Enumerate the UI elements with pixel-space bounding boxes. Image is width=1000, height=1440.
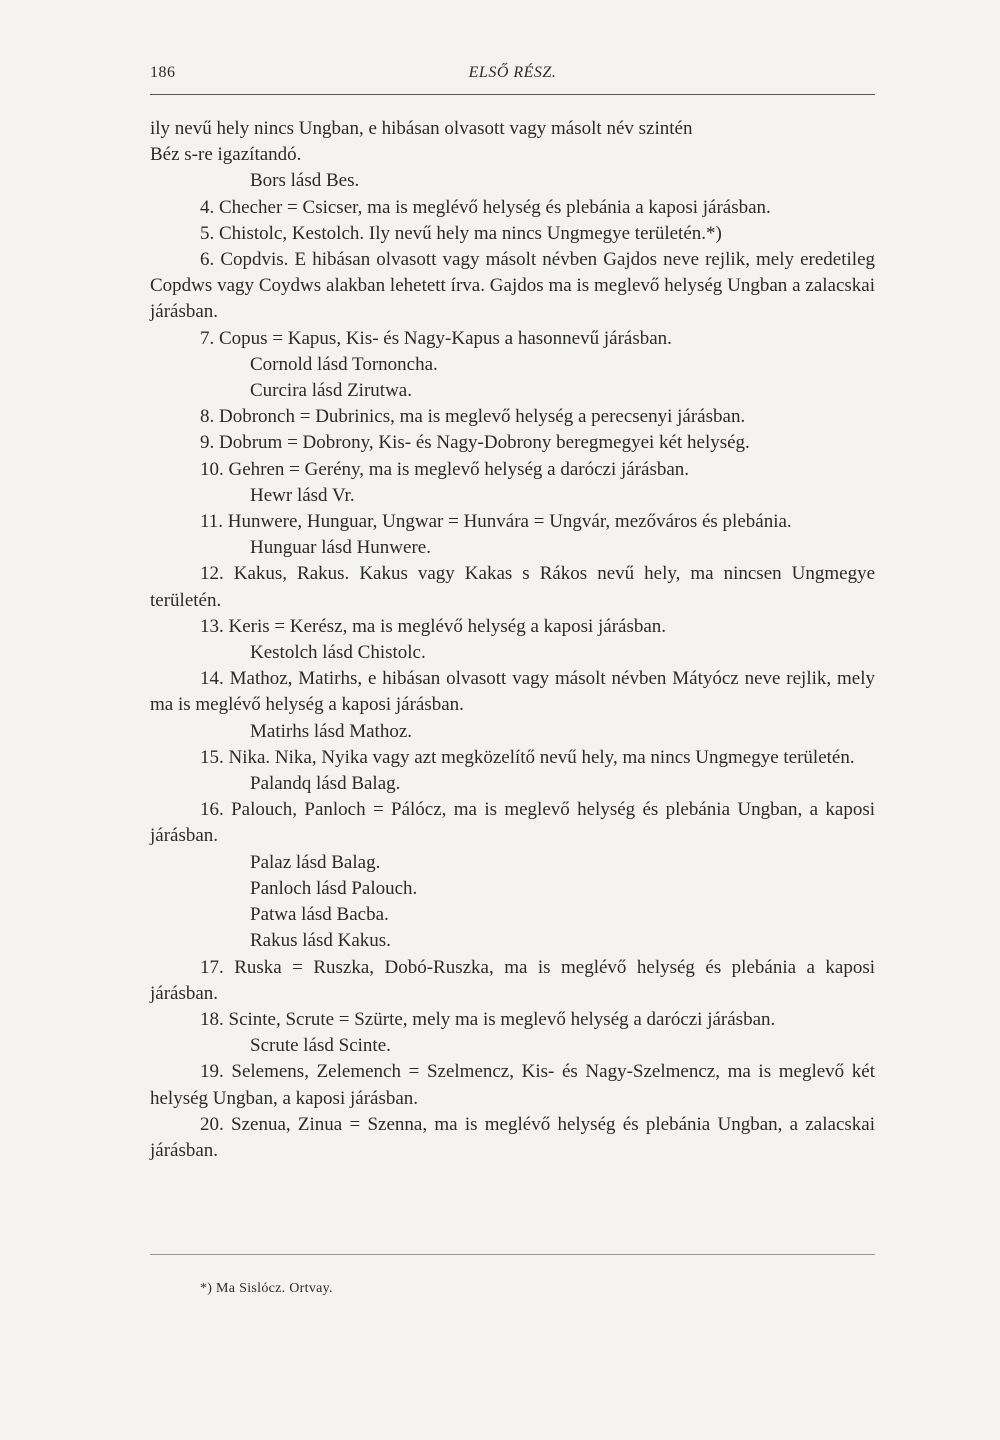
entry-14: 14. Mathoz, Matirhs, e hibásan olvasott vagy másolt névben Mátyócz neve rejlik, mely ma is meglévő helység a kaposi járásban.: [150, 668, 875, 716]
footnote-rule: [150, 1254, 875, 1255]
cross-reference: Bors lásd Bes.: [250, 170, 360, 192]
cross-reference: Patwa lásd Bacba.: [250, 904, 389, 926]
footnote: *) Ma Sislócz. Ortvay.: [200, 1281, 333, 1296]
header-rule: [150, 94, 875, 95]
entry-5: 5. Chistolc, Kestolch. Ily nevű hely ma nincs Ungmegye területén.*): [200, 222, 722, 244]
cross-reference: Kestolch lásd Chistolc.: [250, 642, 426, 664]
cross-reference: Matirhs lásd Mathoz.: [250, 720, 413, 742]
cross-reference: Hewr lásd Vr.: [250, 484, 355, 506]
entry-4: 4. Checher = Csicser, ma is meglévő helység és plebánia a kaposi járásban.: [200, 196, 771, 218]
entry-12: 12. Kakus, Rakus. Kakus vagy Kakas s Rákos nevű hely, ma nincsen Ungmegye területén.: [150, 563, 875, 611]
cross-reference: Rakus lásd Kakus.: [250, 930, 391, 952]
main-text: [150, 116, 875, 1164]
entry-15: 15. Nika. Nika, Nyika vagy azt megközelítő nevű hely, ma nincs Ungmegye területén.: [200, 746, 855, 768]
cross-reference: Cornold lásd Tornoncha.: [250, 353, 438, 375]
cross-reference: Palaz lásd Balag.: [250, 851, 381, 873]
entry-20: 20. Szenua, Zinua = Szenna, ma is meglévő helység és plebánia Ungban, a zalacskai járásban.: [150, 1113, 875, 1161]
entry-19: 19. Selemens, Zelemench = Szelmencz, Kis- és Nagy-Szelmencz, ma is meglevő két helység Ungban, a kaposi járásban.: [150, 1061, 875, 1109]
page-number: 186: [150, 64, 176, 81]
cross-reference: Palandq lásd Balag.: [250, 773, 401, 795]
cross-reference: Panloch lásd Palouch.: [250, 877, 418, 899]
page-header: [150, 64, 875, 92]
entry-6: 6. Copdvis. E hibásan olvasott vagy másolt névben Gajdos neve rejlik, mely eredetileg Copdws vagy Coydws alakban lehetett írva. Gajdos ma is meglevő helység Ungban a zalacskai járásban.: [150, 249, 875, 323]
cross-reference: Hunguar lásd Hunwere.: [250, 537, 431, 559]
entry-16: 16. Palouch, Panloch = Pálócz, ma is meglevő helység és plebánia Ungban, a kaposi járásban.: [150, 799, 875, 847]
paragraph: ily nevű hely nincs Ungban, e hibásan olvasott vagy másolt név szintén: [150, 118, 693, 139]
entry-8: 8. Dobronch = Dubrinics, ma is meglevő helység a perecsenyi járásban.: [200, 406, 746, 428]
cross-reference: Scrute lásd Scinte.: [250, 1035, 391, 1057]
entry-11: 11. Hunwere, Hunguar, Ungwar = Hunvára = Ungvár, mezőváros és plebánia.: [200, 511, 792, 533]
running-title: ELSŐ RÉSZ.: [468, 64, 557, 81]
entry-9: 9. Dobrum = Dobrony, Kis- és Nagy-Dobrony beregmegyei két helység.: [200, 432, 750, 454]
paragraph: Béz s-re igazítandó.: [150, 144, 302, 166]
entry-18: 18. Scinte, Scrute = Szürte, mely ma is meglevő helység a daróczi járásban.: [200, 1008, 776, 1030]
cross-reference: Curcira lásd Zirutwa.: [250, 380, 412, 402]
entry-7: 7. Copus = Kapus, Kis- és Nagy-Kapus a hasonnevű járásban.: [200, 327, 672, 349]
entry-13: 13. Keris = Kerész, ma is meglévő helység a kaposi járásban.: [200, 615, 667, 637]
entry-10: 10. Gehren = Gerény, ma is meglevő helység a daróczi járásban.: [200, 458, 690, 480]
entry-17: 17. Ruska = Ruszka, Dobó-Ruszka, ma is meglévő helység és plebánia a kaposi járásban.: [150, 956, 875, 1004]
